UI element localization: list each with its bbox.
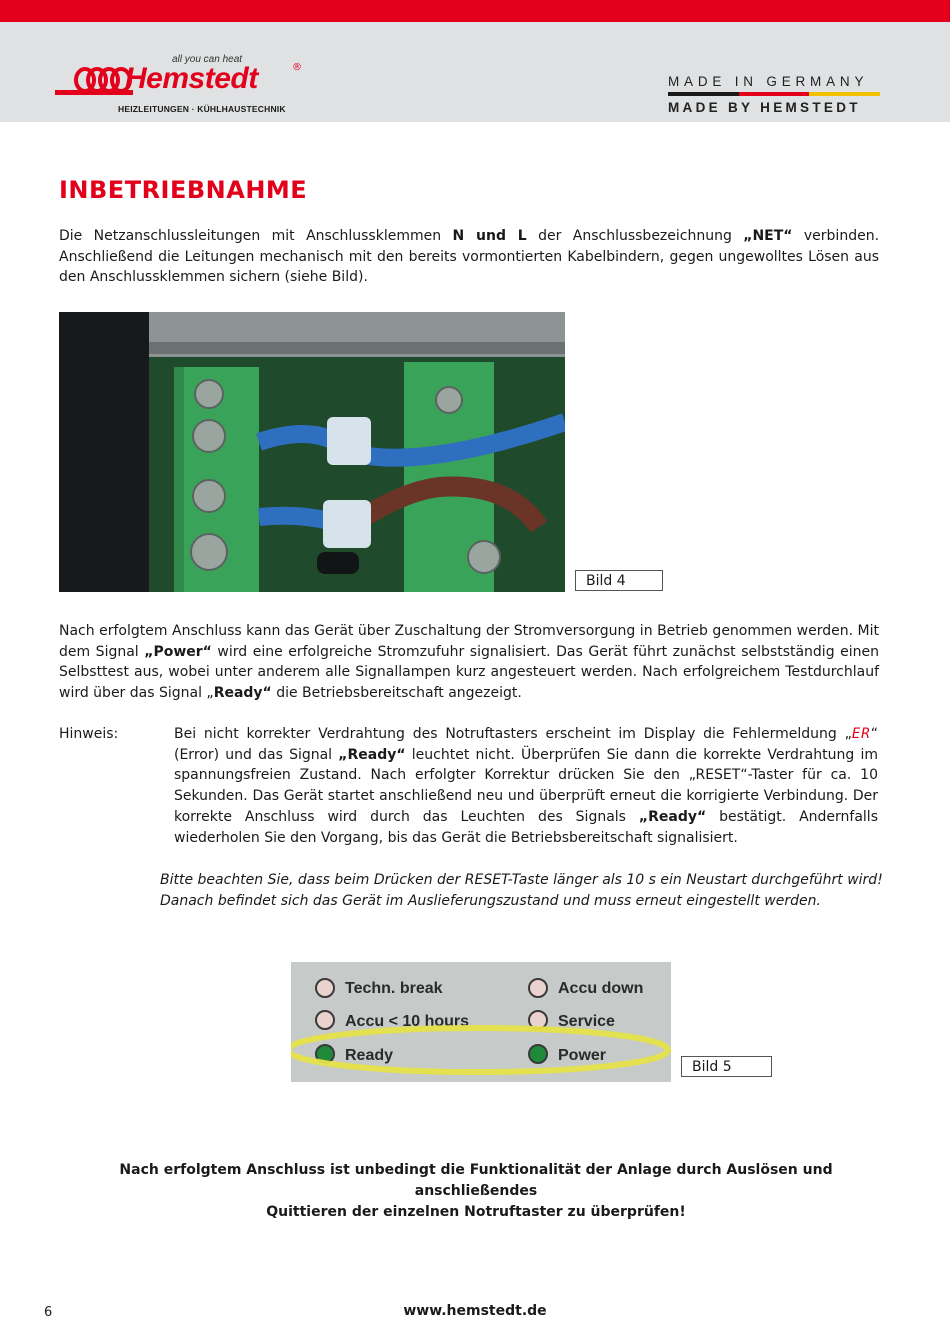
top-red-bar: [0, 0, 950, 22]
accu-down-lamp: [529, 979, 547, 997]
page-header: [0, 22, 950, 122]
logo-brand: Hemstedt: [125, 62, 258, 95]
made-by-text: MADE BY HEMSTEDT: [668, 100, 861, 115]
service-label: Service: [558, 1013, 615, 1030]
logo-subtitle: HEIZLEITUNGEN · KÜHLHAUSTECHNIK: [118, 104, 286, 114]
final-line1: Nach erfolgtem Anschluss ist unbedingt die Funktionalität der Anlage durch Auslösen und anschließendes: [119, 1162, 833, 1199]
german-flag-stripes: [668, 92, 880, 96]
accu-hours-label: Accu < 10 hours: [345, 1013, 470, 1030]
footer-url: www.hemstedt.de: [403, 1303, 547, 1319]
heating-coil-icon: [55, 66, 135, 106]
techn-break-lamp: [316, 979, 334, 997]
figure4-caption: Bild 4: [575, 570, 663, 591]
accu-down-label: Accu down: [558, 980, 644, 997]
made-in-germany-badge: [668, 74, 880, 115]
made-in-text: MADE IN GERMANY: [668, 74, 869, 89]
page-title: INBETRIEBNAHME: [59, 176, 308, 204]
hemstedt-logo: [55, 52, 315, 122]
error-code: ER: [851, 726, 871, 742]
intro-paragraph: Die Netzanschlussleitungen mit Anschlussklemmen N und L der Anschlussbezeichnung „NET“ verbinden. Anschließend die Leitungen mechanisch mit den bereits vormontierten Kabelbindern, gegen ungewolltes Lösen aus den Anschlussklemmen sichern (siehe Bild).: [59, 228, 880, 286]
terminal-block-photo: [59, 312, 565, 592]
accu-hours-lamp: [316, 1011, 334, 1029]
final-instruction: [60, 1160, 892, 1223]
reset-note-line2: Danach befindet sich das Gerät im Auslieferungszustand und muss erneut eingestellt werden.: [160, 892, 821, 909]
techn-break-label: Techn. break: [345, 980, 443, 997]
power-lamp: [529, 1045, 547, 1063]
reset-note-line1: Bitte beachten Sie, dass beim Drücken der RESET-Taste länger als 10 s ein Neustart durchgeführt wird!: [160, 872, 883, 888]
final-line2: Quittieren der einzelnen Notruftaster zu überprüfen!: [266, 1204, 686, 1220]
reset-note: [160, 870, 900, 911]
startup-paragraph: Nach erfolgtem Anschluss kann das Gerät über Zuschaltung der Stromversorgung in Betrieb genommen werden. Mit dem Signal „Power“ wird eine erfolgreiche Stromzufuhr signalisiert. Das Gerät führt zunächst selbstständig einen Selbsttest aus, wobei unter anderem alle Signallampen kurz angesteuert werden. Nach erfolgreichem Testdurchlauf wird über das Signal „Ready“ die Betriebsbereitschaft angezeigt.: [59, 623, 879, 702]
logo-tagline: all you can heat: [172, 54, 243, 65]
ready-label: Ready: [345, 1047, 394, 1064]
power-label: Power: [558, 1047, 607, 1064]
logo-registered: ®: [292, 62, 302, 73]
hint-text: Bei nicht korrekter Verdrahtung des Notruftasters erscheint im Display die Fehlermeldung „ER“ (Error) und das Signal „Ready“ leuchtet nicht. Überprüfen Sie dann die korrekte Verdrahtung im spannungsfreien Zustand. Nach erfolgter Korrektur drücken Sie den „RESET“-Taster für ca. 10 Sekunden. Das Gerät startet anschließend neu und überprüft erneut die korrigierte Verbindung. Der korrekte Anschluss wird durch das Leuchten des Signals „Ready“ bestätigt. Andernfalls wiederholen Sie den Vorgang, bis das Gerät die Betriebsbereitschaft signalisiert.: [174, 726, 878, 846]
page-number: 6: [44, 1305, 53, 1320]
hint-label: Hinweis:: [59, 726, 119, 742]
figure5-caption: Bild 5: [681, 1056, 772, 1077]
signal-lamp-panel: [291, 962, 671, 1082]
